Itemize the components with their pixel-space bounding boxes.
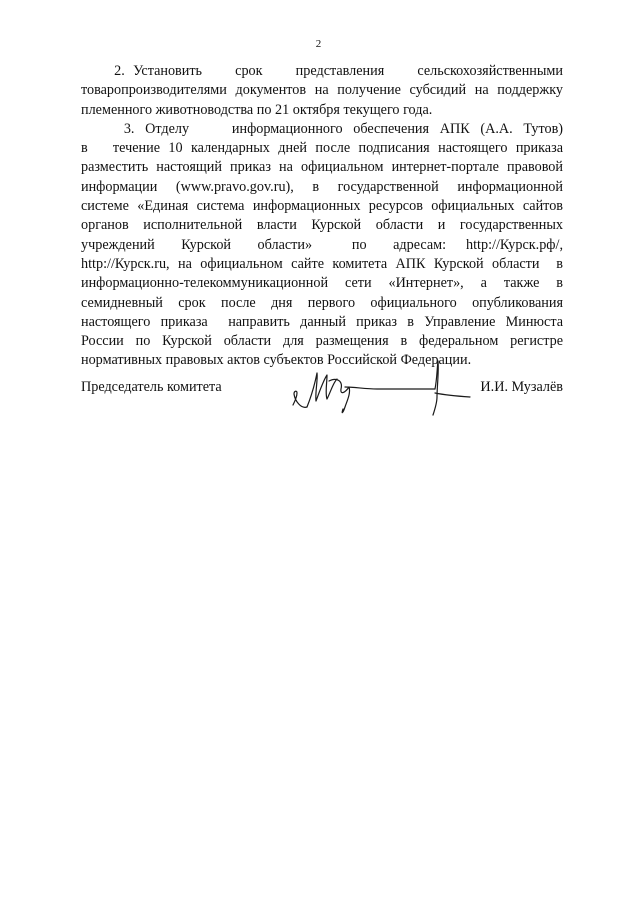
text-line: разместить настоящий приказ на официальном интернет-портале правовой: [81, 159, 563, 176]
text-line: 3. Отделу информационного обеспечения АПК (А.А. Тутов): [81, 120, 563, 137]
text-line: настоящего приказа направить данный приказ в Управление Минюста: [81, 313, 563, 330]
text-line: нормативных правовых актов субъектов Российской Федерации.: [81, 352, 472, 369]
text-line: органов исполнительной власти Курской области и государственных: [81, 217, 563, 234]
text-line: 2. Установить срок представления сельскохозяйственными: [81, 63, 563, 79]
signatory-name: И.И. Музалёв: [480, 379, 563, 395]
page-number: 2: [315, 38, 322, 50]
text-line: товаропроизводителями документов на получение субсидий на поддержку: [81, 82, 563, 99]
text-line: семидневный срок после дня первого официального опубликования: [81, 294, 563, 311]
text-line: информационно-телекоммуникационной сети «Интернет», а также в: [81, 275, 563, 292]
signatory-title: Председатель комитета: [81, 379, 222, 395]
text-line: племенного животноводства по 21 октября текущего года.: [81, 101, 433, 118]
text-line: информации (www.pravo.gov.ru), в государственной информационной: [81, 178, 563, 195]
text-line: в течение 10 календарных дней после подписания настоящего приказа: [81, 140, 563, 157]
text-line: учреждений Курской области» по адресам: http://Курск.рф/,: [81, 236, 563, 253]
text-line: системе «Единая система информационных ресурсов официальных сайтов: [81, 198, 563, 215]
paragraph-3: [81, 120, 563, 371]
document-body: [81, 62, 563, 371]
paragraph-2: [81, 62, 563, 120]
handwritten-signature: [285, 357, 475, 427]
text-line: России по Курской области для размещения в федеральном регистре: [81, 333, 563, 350]
text-line: http://Курск.ru, на официальном сайте комитета АПК Курской области в: [81, 255, 563, 272]
